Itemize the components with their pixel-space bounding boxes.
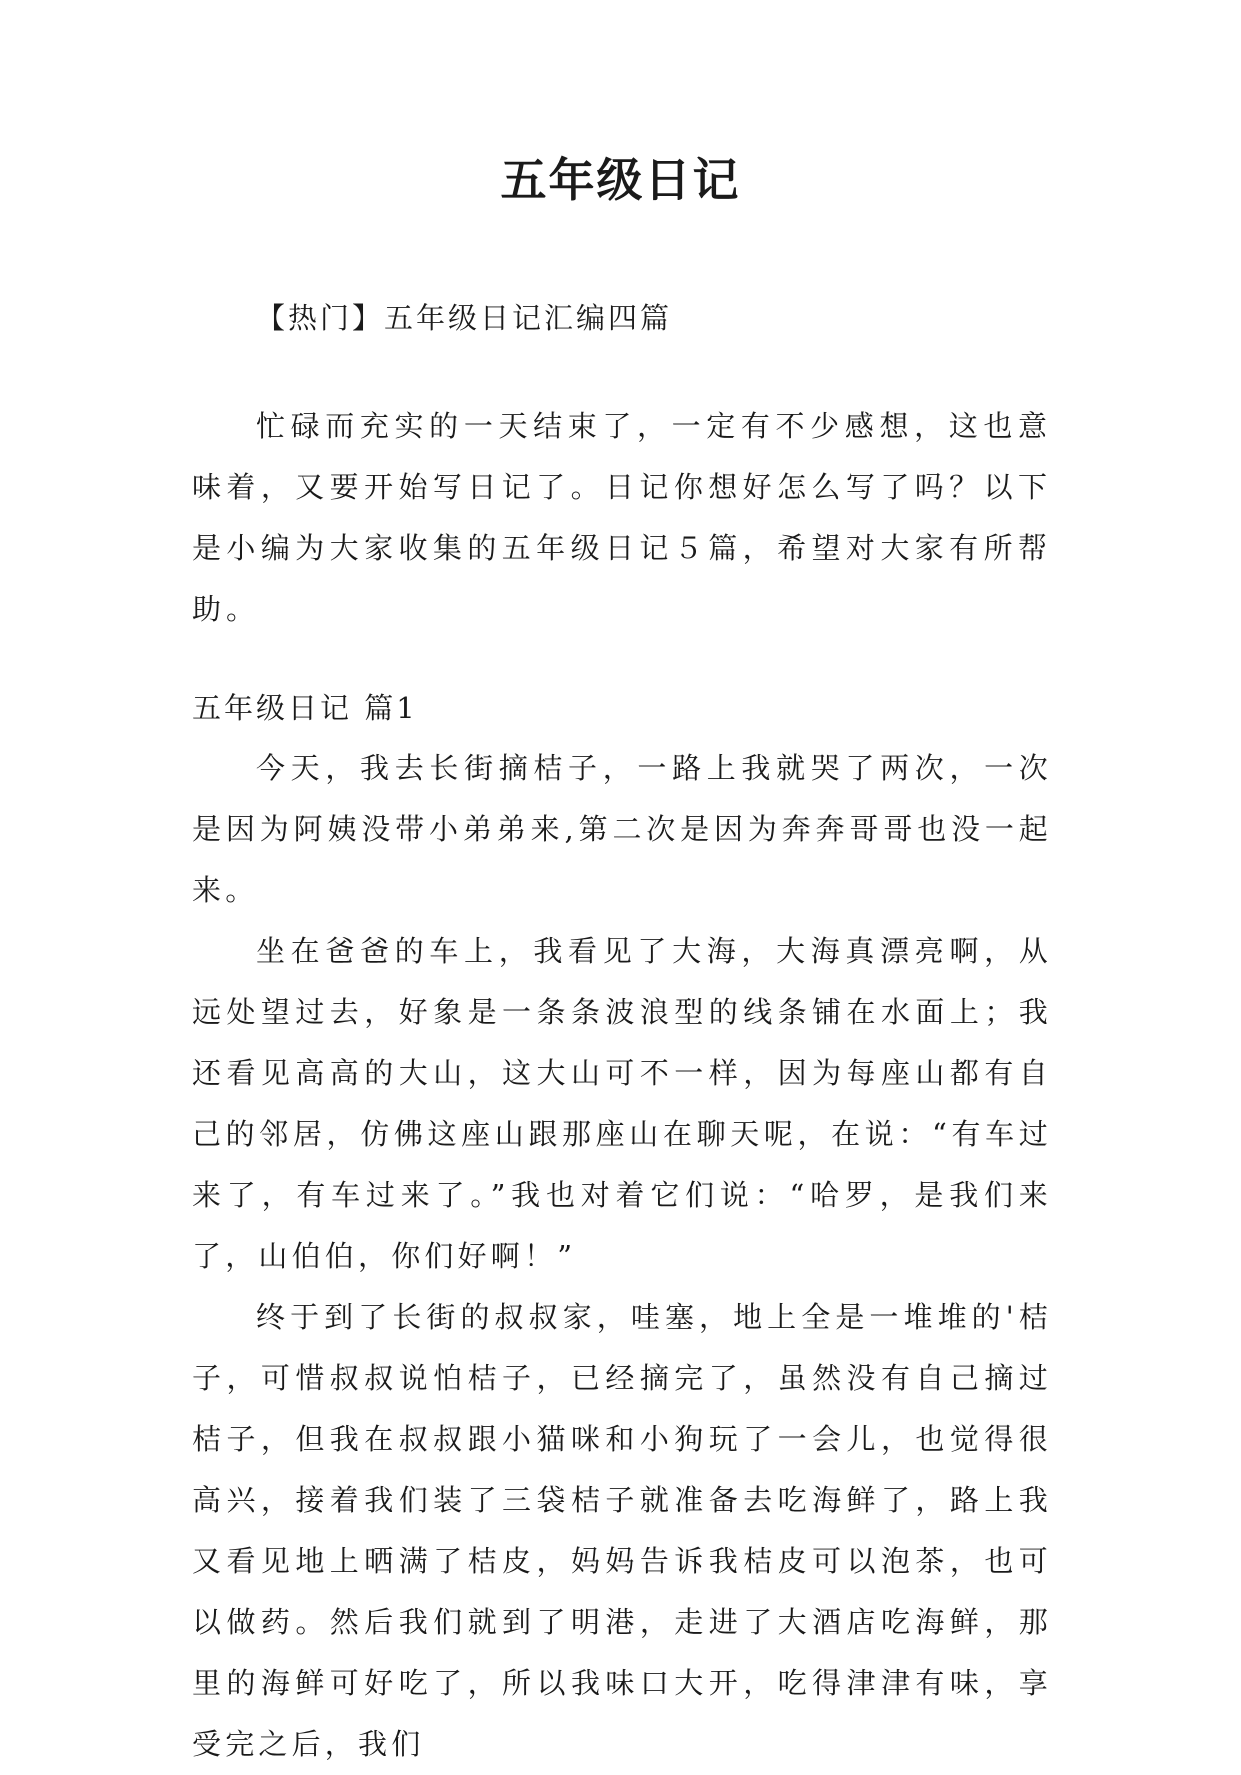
section-paragraph: 坐在爸爸的车上，我看见了大海，大海真漂亮啊，从远处望过去，好象是一条条波浪型的线条铺在水面上；我还看见高高的大山，这大山可不一样，因为每座山都有自己的邻居，仿佛这座山跟那座山在聊天呢，在说：“有车过来了，有车过来了。”我也对着它们说：“哈罗，是我们来了，山伯伯，你们好啊！” bbox=[192, 934, 1052, 1273]
section-heading: 五年级日记 篇1 bbox=[192, 691, 418, 725]
document-body bbox=[192, 288, 1052, 1775]
intro-paragraph: 忙碌而充实的一天结束了，一定有不少感想，这也意味着，又要开始写日记了。日记你想好怎么写了吗？以下是小编为大家收集的五年级日记５篇，希望对大家有所帮助。 bbox=[192, 409, 1052, 626]
document-title: 五年级日记 bbox=[500, 153, 741, 207]
section-paragraph: 终于到了长街的叔叔家，哇塞，地上全是一堆堆的'桔子，可惜叔叔说怕桔子，已经摘完了，虽然没有自己摘过桔子，但我在叔叔跟小猫咪和小狗玩了一会儿，也觉得很高兴，接着我们装了三袋桔子就准备去吃海鲜了，路上我又看见地上晒满了桔皮，妈妈告诉我桔皮可以泡茶，也可以做药。然后我们就到了明港，走进了大酒店吃海鲜，那里的海鲜可好吃了，所以我味口大开，吃得津津有味，享受完之后，我们 bbox=[192, 1300, 1052, 1761]
document-subtitle: 【热门】五年级日记汇编四篇 bbox=[256, 301, 673, 335]
section-paragraph: 今天，我去长街摘桔子，一路上我就哭了两次，一次是因为阿姨没带小弟弟来,第二次是因为奔奔哥哥也没一起来。 bbox=[192, 751, 1052, 907]
